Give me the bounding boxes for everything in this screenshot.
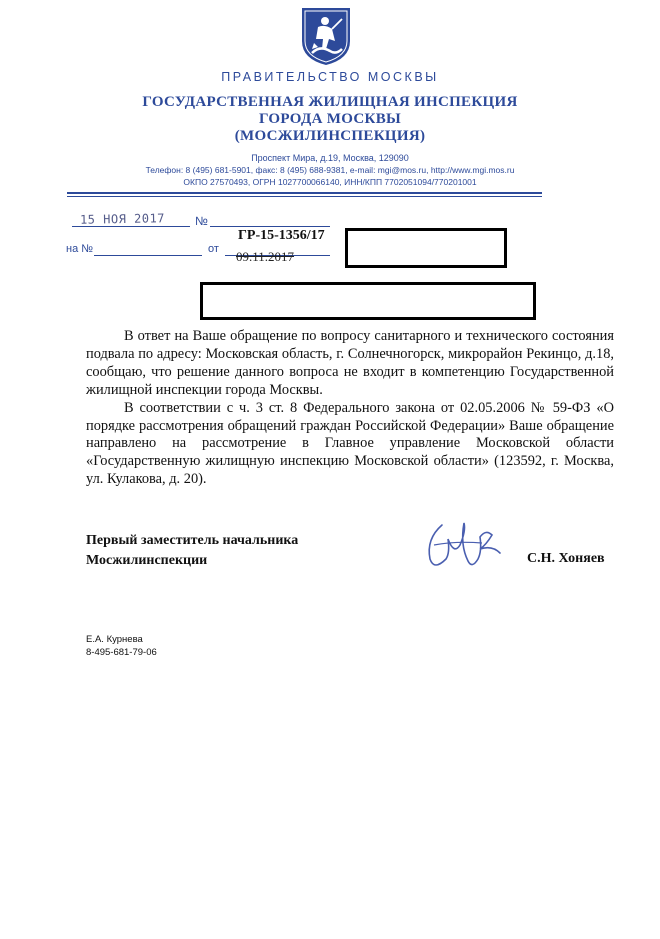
body-paragraph-2: В соответствии с ч. 3 ст. 8 Федерального закона от 02.05.2006 № 59-ФЗ «О порядке рассмотрения обращений граждан Российской Федерации» Ваше обращение направлено на рассмотрение в Главное управление Московской области «Государственную жилищную инспекцию Московской области» (123592, г. Москва, ул. Кулакова, д. 20). [86, 399, 614, 488]
body-paragraph-1: В ответ на Ваше обращение по вопросу санитарного и технического состояния подвала по адресу: Московская область, г. Солнечногорск, микрорайон Рекинцо, д.18, сообщаю, что решение данного вопроса не входит в компетенцию Государственной жилищной инспекции города Москвы. [86, 328, 614, 398]
signatory-name: С.Н. Хоняев [527, 551, 605, 566]
organization-codes: ОКПО 27570493, ОГРН 1027700066140, ИНН/КПП 7702051094/770201001 [183, 177, 477, 187]
letter-body [86, 328, 614, 489]
number-field-line [210, 226, 330, 227]
government-title: ПРАВИТЕЛЬСТВО МОСКВЫ [221, 70, 439, 84]
organization-address: Проспект Мира, д.19, Москва, 129090 [251, 153, 409, 163]
reference-number: ГР-15-1356/17 [238, 228, 325, 243]
header-divider-thin [67, 196, 542, 197]
header-divider-thick [67, 192, 542, 194]
organization-contacts: Телефон: 8 (495) 681-5901, факс: 8 (495) 688-9381, e-mail: mgi@mos.ru, http://www.mgi.mos.ru [145, 165, 515, 175]
reference-date: 09.11.2017 [236, 249, 295, 264]
reply-to-number-label: на № [66, 243, 94, 255]
number-label: № [195, 214, 208, 228]
executor-name: Е.А. Курнева [86, 634, 143, 645]
executor-block [86, 633, 157, 659]
signatory-title-line1: Первый заместитель начальника [86, 533, 299, 548]
redacted-recipient-box [345, 228, 507, 268]
moscow-coat-of-arms-icon [298, 5, 354, 67]
signatory-title-line2: Мосжилинспекции [86, 553, 208, 568]
reply-to-date-label: от [208, 243, 219, 255]
redacted-addressee-box [200, 282, 536, 320]
organization-name-line3: (МОСЖИЛИНСПЕКЦИЯ) [234, 128, 426, 144]
executor-phone: 8-495-681-79-06 [86, 647, 157, 658]
registration-date-stamp: 15 НОЯ 2017 [79, 211, 166, 227]
handwritten-signature-icon [420, 515, 510, 575]
reply-to-number-line [94, 255, 202, 256]
date-field-line [72, 226, 190, 227]
organization-name-line2: ГОРОДА МОСКВЫ [258, 111, 402, 127]
signatory-title [86, 531, 386, 571]
organization-name-line1: ГОСУДАРСТВЕННАЯ ЖИЛИЩНАЯ ИНСПЕКЦИЯ [142, 94, 518, 110]
